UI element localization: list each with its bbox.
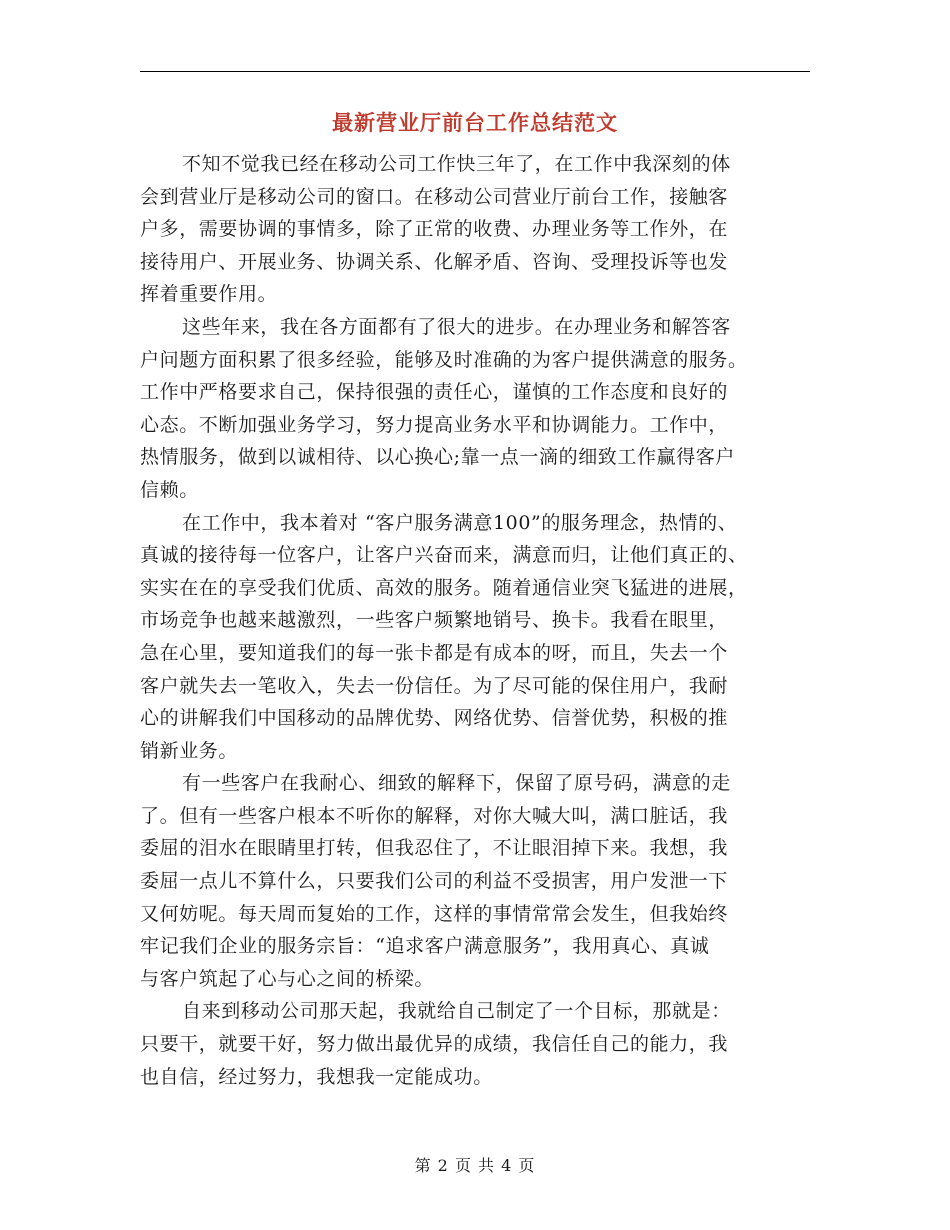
text-line: 实实在在的享受我们优质、高效的服务。随着通信业突飞猛进的进展，	[140, 576, 748, 599]
paragraph	[140, 311, 810, 507]
text-line: 这些年来，我在各方面都有了很大的进步。在办理业务和解答客	[182, 315, 731, 338]
text-line: 挥着重要作用。	[140, 283, 278, 306]
text-line: 真诚的接待每一位客户，让客户兴奋而来，满意而归，让他们真正的、	[140, 544, 748, 567]
text-line: 牢记我们企业的服务宗旨：“追求客户满意服务”，我用真心、真诚	[140, 935, 710, 958]
text-line: 信赖。	[140, 478, 199, 501]
text-line: 急在心里，要知道我们的每一张卡都是有成本的呀，而且，失去一个	[140, 641, 729, 664]
paragraph	[140, 767, 810, 995]
text-line: 只要干，就要干好，努力做出最优异的成绩，我信任自己的能力，我	[140, 1033, 729, 1056]
text-line: 自来到移动公司那天起，我就给自己制定了一个目标，那就是：	[182, 1000, 731, 1023]
text-line: 户问题方面积累了很多经验，能够及时准确的为客户提供满意的服务。	[140, 348, 748, 371]
page-footer: 第 2 页 共 4 页	[414, 1156, 536, 1175]
text-line: 热情服务，做到以诚相待、以心换心;靠一点一滴的细致工作赢得客户	[140, 446, 736, 469]
document-body	[140, 148, 810, 1093]
text-line: 有一些客户在我耐心、细致的解释下，保留了原号码，满意的走	[182, 772, 731, 795]
header-rule	[140, 71, 810, 72]
text-line: 在工作中，我本着对 “客户服务满意100”的服务理念，热情的、	[182, 511, 738, 534]
document-title: 最新营业厅前台工作总结范文	[332, 110, 618, 135]
text-line: 工作中严格要求自己，保持很强的责任心，谨慎的工作态度和良好的	[140, 381, 729, 404]
text-line: 销新业务。	[140, 739, 239, 762]
text-line: 了。但有一些客户根本不听你的解释，对你大喊大叫，满口脏话，我	[140, 804, 729, 827]
text-line: 心态。不断加强业务学习，努力提高业务水平和协调能力。工作中，	[140, 413, 729, 436]
text-line: 户多，需要协调的事情多，除了正常的收费、办理业务等工作外，在	[140, 218, 729, 241]
text-line: 又何妨呢。每天周而复始的工作，这样的事情常常会发生，但我始终	[140, 902, 729, 925]
text-line: 不知不觉我已经在移动公司工作快三年了，在工作中我深刻的体	[182, 153, 731, 175]
paragraph	[140, 148, 810, 311]
paragraph	[140, 507, 810, 768]
text-line: 心的讲解我们中国移动的品牌优势、网络优势、信誉优势，积极的推	[140, 707, 729, 730]
text-line: 委屈的泪水在眼睛里打转，但我忍住了，不让眼泪掉下来。我想，我	[140, 837, 729, 860]
text-line: 市场竞争也越来越激烈，一些客户频繁地销号、换卡。我看在眼里，	[140, 609, 729, 632]
text-line: 也自信，经过努力，我想我一定能成功。	[140, 1065, 493, 1088]
paragraph	[140, 995, 810, 1093]
text-line: 会到营业厅是移动公司的窗口。在移动公司营业厅前台工作，接触客	[140, 185, 729, 208]
text-line: 委屈一点儿不算什么，只要我们公司的利益不受损害，用户发泄一下	[140, 870, 729, 893]
text-line: 客户就失去一笔收入，失去一份信任。为了尽可能的保住用户，我耐	[140, 674, 729, 697]
text-line: 与客户筑起了心与心之间的桥梁。	[140, 967, 435, 990]
text-line: 接待用户、开展业务、协调关系、化解矛盾、咨询、受理投诉等也发	[140, 250, 729, 273]
